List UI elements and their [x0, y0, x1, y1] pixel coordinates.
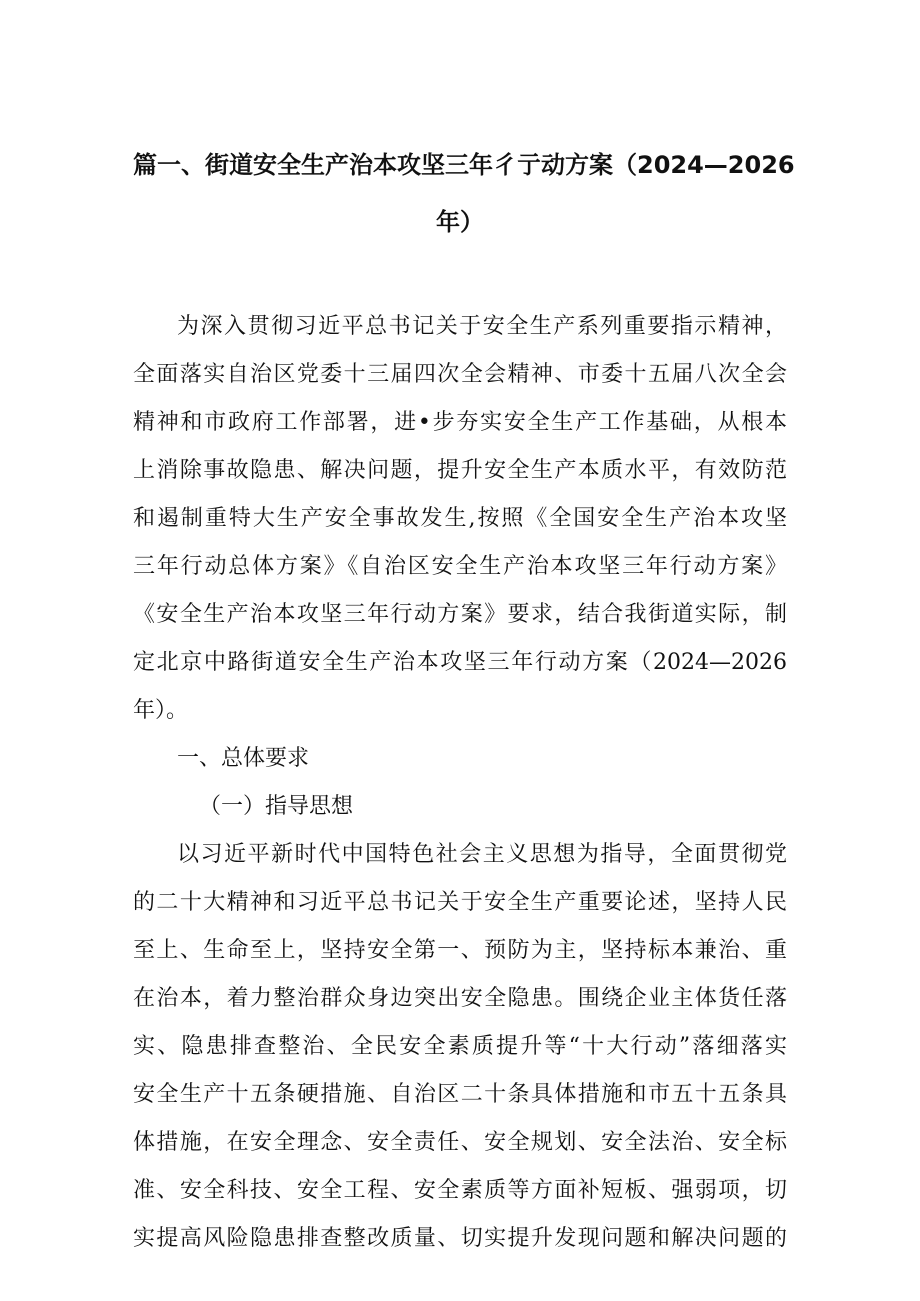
paragraph-line: 准、安全科技、安全工程、安全素质等方面补短板、强弱项，切 [133, 1178, 787, 1203]
paragraph-line: 上消除事故隐患、解决问题，提升安全生产本质水平，有效防范 [133, 458, 787, 483]
paragraph-line: 精神和市政府工作部署，进•步夯实安全生产工作基础，从根本 [133, 410, 787, 435]
paragraph-line: 年）。 [133, 698, 189, 723]
paragraph-line: 为深入贯彻习近平总书记关于安全生产系列重要指示精神， [177, 314, 787, 339]
paragraph-line: 《安全生产治本攻坚三年行动方案》要求，结合我街道实际，制 [133, 602, 787, 627]
guiding-paragraph [133, 831, 787, 1263]
paragraph-line: 三年行动总体方案》《自治区安全生产治本攻坚三年行动方案》 [133, 554, 787, 579]
paragraph-line: 在治本，着力整治群众身边突出安全隐患。围绕企业主体货任落 [133, 986, 787, 1011]
paragraph-line: 实提高风险隐患排查整改质量、切实提升发现问题和解决问题的 [133, 1226, 787, 1251]
document-title-line-1: 篇一、街道安全生产治本攻坚三年彳亍动方案（2024—2026 [133, 151, 795, 179]
document-title-line-2: 年） [436, 208, 484, 236]
paragraph-line: 实、隐患排查整治、全民安全素质提升等“十大行动”落细落实 [133, 1034, 787, 1059]
paragraph-line: 定北京中路街道安全生产治本攻坚三年行动方案（2024—2026 [133, 650, 787, 675]
paragraph-line: 安全生产十五条硬措施、自治区二十条具体措施和市五十五条具 [133, 1082, 787, 1107]
paragraph-line: 体措施，在安全理念、安全责任、安全规划、安全法治、安全标 [133, 1130, 787, 1155]
section-heading: 一、总体要求 [177, 746, 310, 771]
document-body [133, 303, 787, 1263]
paragraph-line: 和遏制重特大生产安全事故发生,按照《全国安全生产治本攻坚 [133, 506, 787, 531]
paragraph-line: 至上、生命至上，坚持安全第一、预防为主，坚持标本兼治、重 [133, 938, 787, 963]
subsection-heading: （一）指导思想 [199, 794, 354, 819]
paragraph-line: 全面落实自治区党委十三届四次全会精神、市委十五届八次全会 [133, 362, 787, 387]
paragraph-line: 以习近平新时代中国特色社会主义思想为指导，全面贯彻党 [177, 842, 787, 867]
intro-paragraph [133, 303, 787, 735]
paragraph-line: 的二十大精神和习近平总书记关于安全生产重要论述，坚持人民 [133, 890, 787, 915]
